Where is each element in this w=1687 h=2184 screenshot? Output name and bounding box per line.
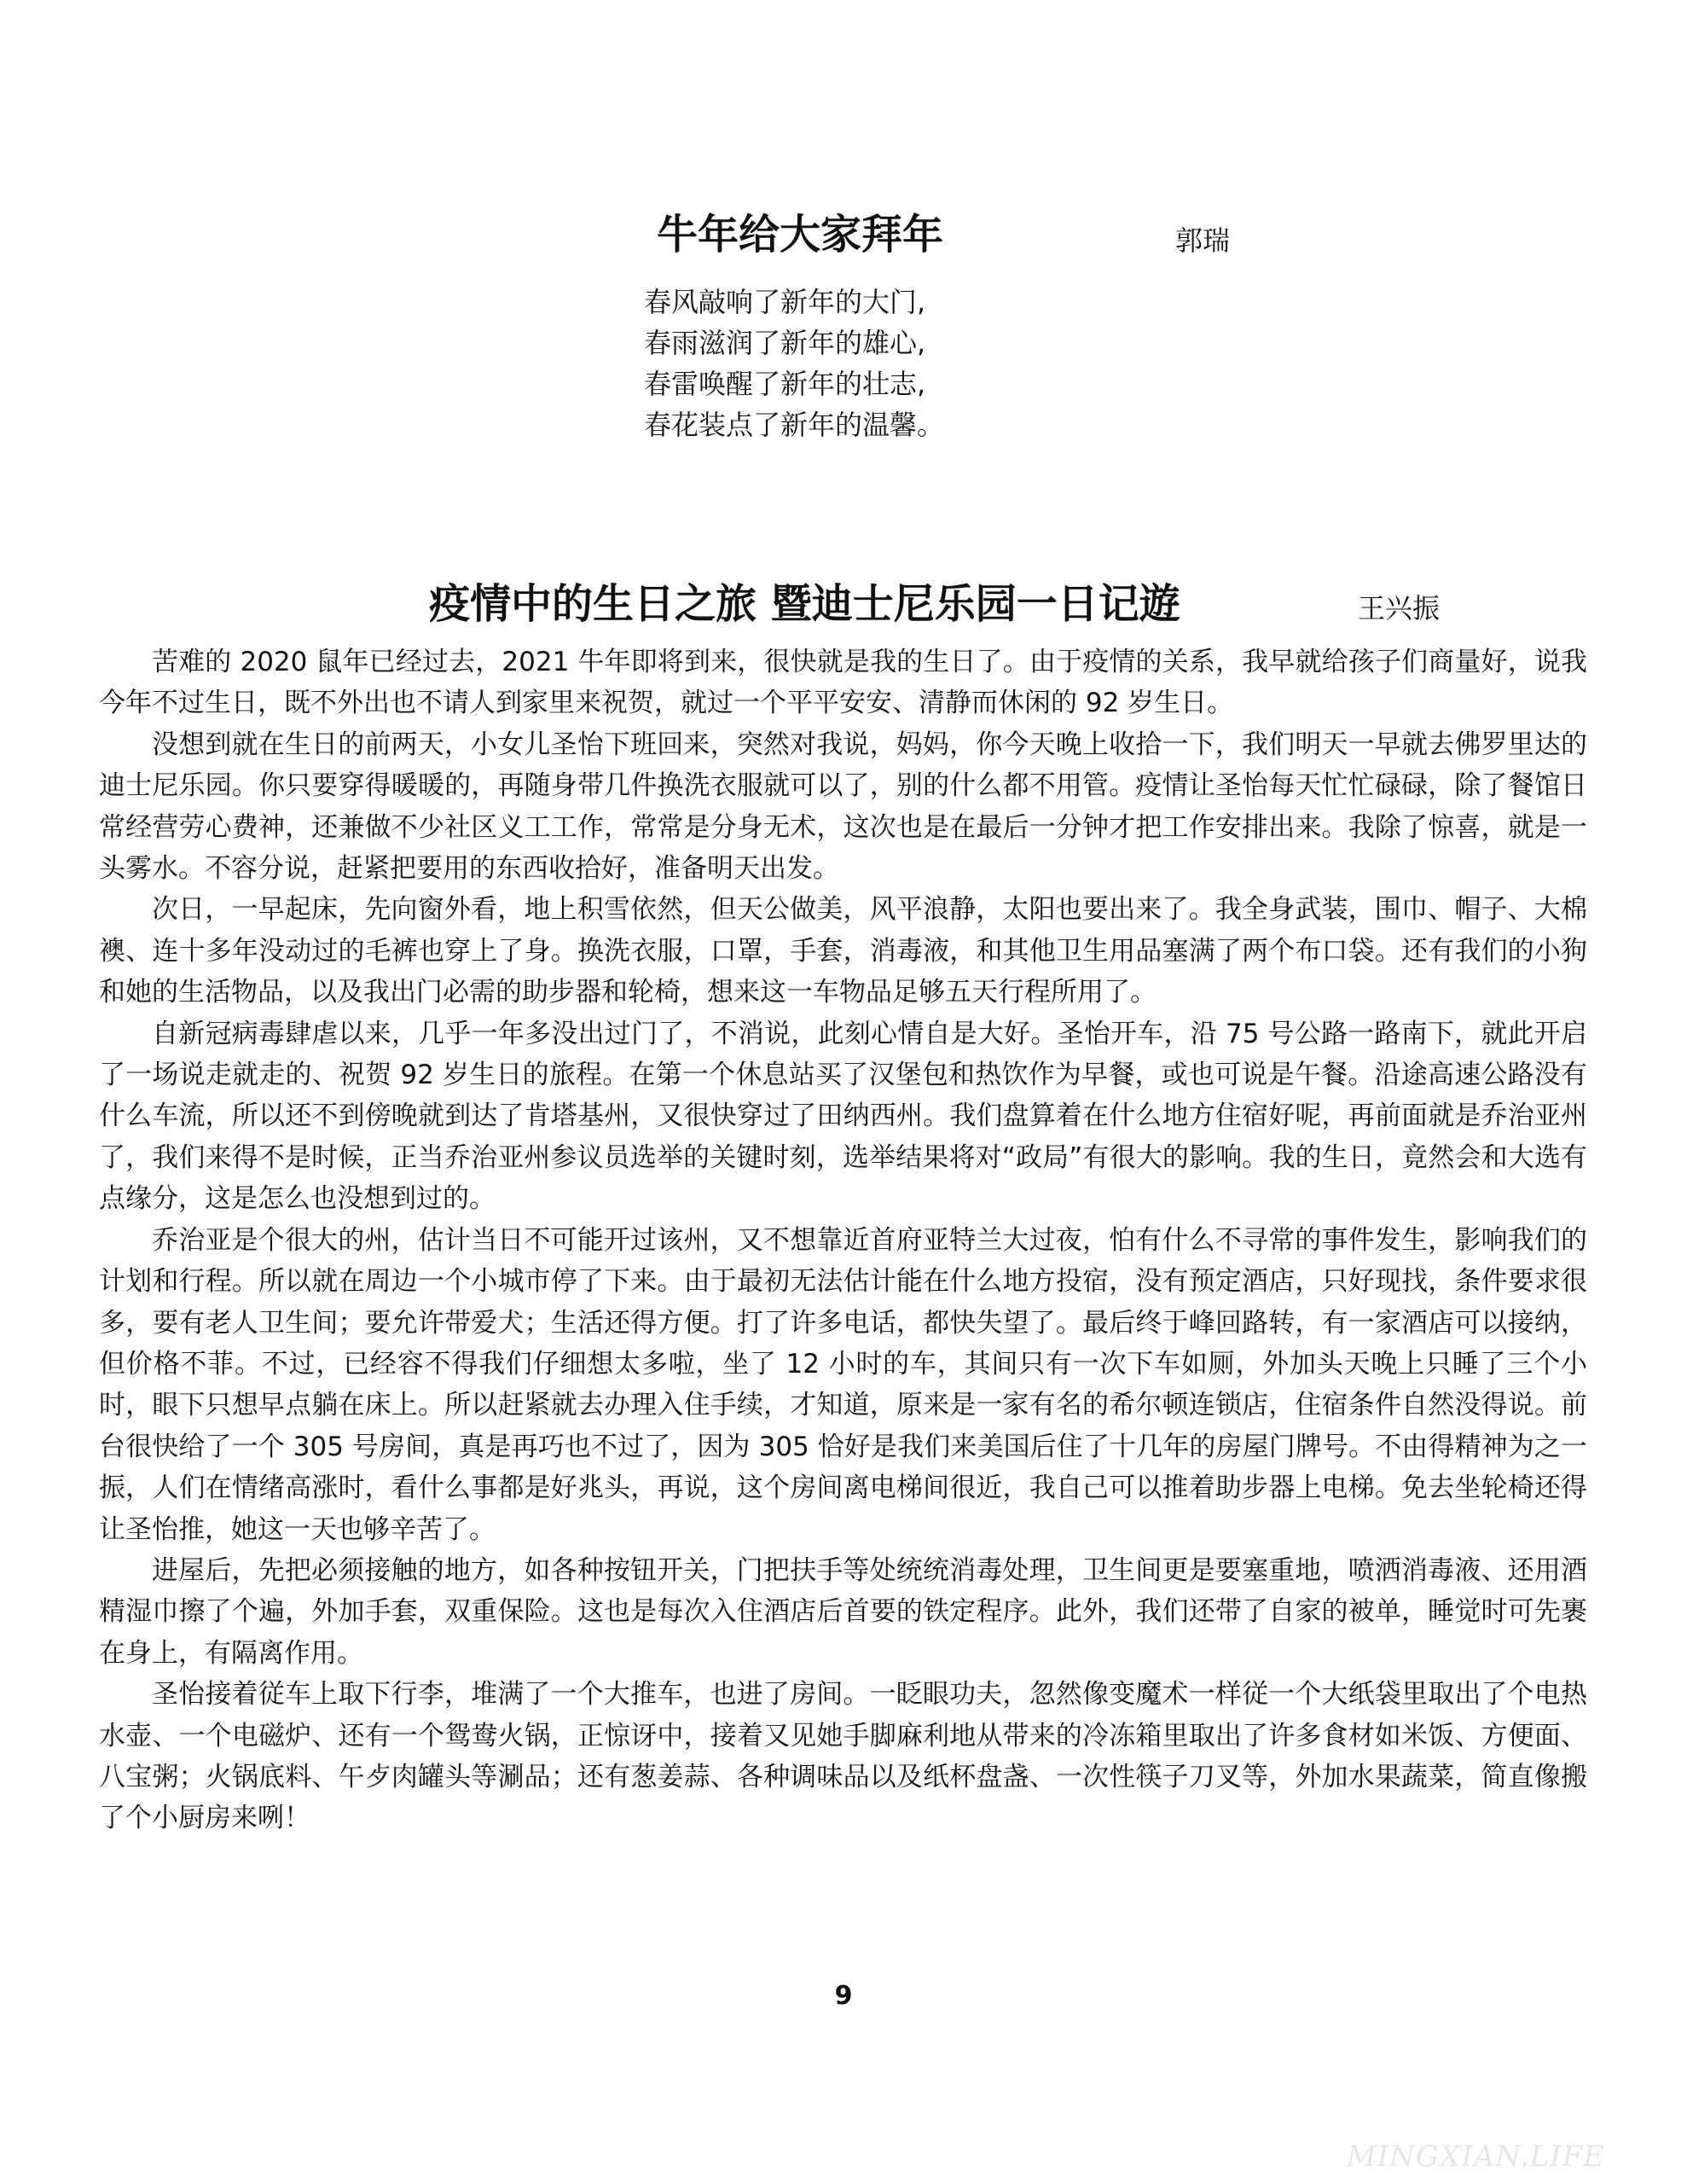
article-paragraph: 乔治亚是个很大的州，估计当日不可能开过该州，又不想靠近首府亚特兰大过夜，怕有什么不寻常的事件发生，影响我们的计划和行程。所以就在周边一个小城市停了下来。由于最初无法估计能在什么地方投宿，没有预定酒店，只好现找，条件要求很多，要有老人卫生间；要允许带爱犬；生活还得方便。打了许多电话，都快失望了。最后终于峰回路转，有一家酒店可以接纳，但价格不菲。不过，已经容不得我们仔细想太多啦，坐了 12 小时的车，其间只有一次下车如厕，外加头天晚上只睡了三个小时，眼下只想早点躺在床上。所以赶紧就去办理入住手续，才知道，原来是一家有名的希尔顿连锁店，住宿条件自然没得说。前台很快给了一个 305 号房间，真是再巧也不过了，因为 305 恰好是我们来美国后住了十几年的房屋门牌号。不由得精神为之一振，人们在情绪高涨时，看什么事都是好兆头，再说，这个房间离电梯间很近，我自己可以推着助步器上电梯。免去坐轮椅还得让圣怡推，她这一天也够辛苦了。 <box>99 1224 1587 1545</box>
poem-line: 春风敲响了新年的大门, <box>644 286 926 318</box>
article-title: 疫情中的生日之旅 暨迪士尼乐园一日记遊 <box>429 580 1180 628</box>
article-paragraph: 圣怡接着従车上取下行李，堆满了一个大推车，也进了房间。一眨眼功夫，忽然像变魔术一样従一个大纸袋里取出了个电热水壶、一个电磁炉、还有一个鸳鸯火锅，正惊讶中，接着又见她手脚麻利地从带来的冷冻箱里取出了许多食材如米饭、方便面、八宝粥；火锅底料、午歺肉罐头等涮品；还有葱姜蒜、各种调味品以及纸杯盘盏、一次性筷子刀叉等，外加水果蔬菜，简直像搬了个小厨房来咧！ <box>99 1679 1587 1834</box>
page-number: 9 <box>834 1981 853 2011</box>
article-header <box>0 576 1687 636</box>
poem-line: 春雨滋润了新年的雄心, <box>644 327 926 359</box>
poem-body <box>644 282 944 445</box>
article-author: 王兴振 <box>1358 592 1441 624</box>
article-paragraph: 进屋后，先把必须接触的地方，如各种按钮开关，门把扶手等处统统消毒处理，卫生间更是要塞重地，喷洒消毒液、还用酒精湿巾擦了个遍，外加手套，双重保险。这也是每次入住酒店后首要的铁定程序。此外，我们还带了自家的被单，睡觉时可先裹在身上，有隔离作用。 <box>99 1554 1587 1669</box>
poem-line: 春花装点了新年的温馨。 <box>644 409 945 441</box>
poem-line: 春雷唤醒了新年的壮志, <box>644 368 926 400</box>
article-paragraph: 苦难的 2020 鼠年已经过去，2021 牛年即将到来，很快就是我的生日了。由于疫情的关系，我早就给孩子们商量好，说我今年不过生日，既不外出也不请人到家里来祝贺，就过一个平平安安、清静而休闲的 92 岁生日。 <box>99 647 1587 719</box>
article-paragraph: 次日，一早起床，先向窗外看，地上积雪依然，但天公做美，风平浪静，太阳也要出来了。我全身武装，围巾、帽子、大棉襖、连十多年没动过的毛裤也穿上了身。换洗衣服，口罩，手套，消毒液，和其他卫生用品塞满了两个布口袋。还有我们的小狗和她的生活物品，以及我出门必需的助步器和轮椅，想来这一车物品足够五天行程所用了。 <box>99 894 1587 1008</box>
article-body <box>99 642 1587 1839</box>
article-paragraph: 没想到就在生日的前两天，小女儿圣怡下班回来，突然对我说，妈妈，你今天晚上收拾一下，我们明天一早就去佛罗里达的迪士尼乐园。你只要穿得暖暖的，再随身带几件换洗衣服就可以了，别的什么都不用管。疫情让圣怡每天忙忙碌碌，除了餐馆日常经营劳心费神，还兼做不少社区义工工作，常常是分身无术，这次也是在最后一分钟才把工作安排出来。我除了惊喜，就是一头雾水。不容分说，赶紧把要用的东西收拾好，准备明天出发。 <box>99 729 1587 885</box>
article-paragraph: 自新冠病毒肆虐以来，几乎一年多没出过门了，不消说，此刻心情自是大好。圣怡开车，沿 75 号公路一路南下，就此开启了一场说走就走的、祝贺 92 岁生日的旅程。在第一个休息站买了汉堡包和热饮作为早餐，或也可说是午餐。沿途高速公路没有什么车流，所以还不到傍晚就到达了肯塔基州，又很快穿过了田纳西州。我们盘算着在什么地方住宿好呢，再前面就是乔治亚州了，我们来得不是时候，正当乔治亚州参议员选举的关键时刻，选举结果将对“政局”有很大的影响。我的生日，竟然会和大选有点缘分，这是怎么也没想到过的。 <box>99 1018 1587 1215</box>
watermark: MINGXIAN.LIFE <box>1346 2140 1605 2174</box>
poem-header <box>0 205 1687 273</box>
poem-title: 牛年给大家拜年 <box>657 211 944 258</box>
poem-author: 郭瑞 <box>1175 224 1231 257</box>
